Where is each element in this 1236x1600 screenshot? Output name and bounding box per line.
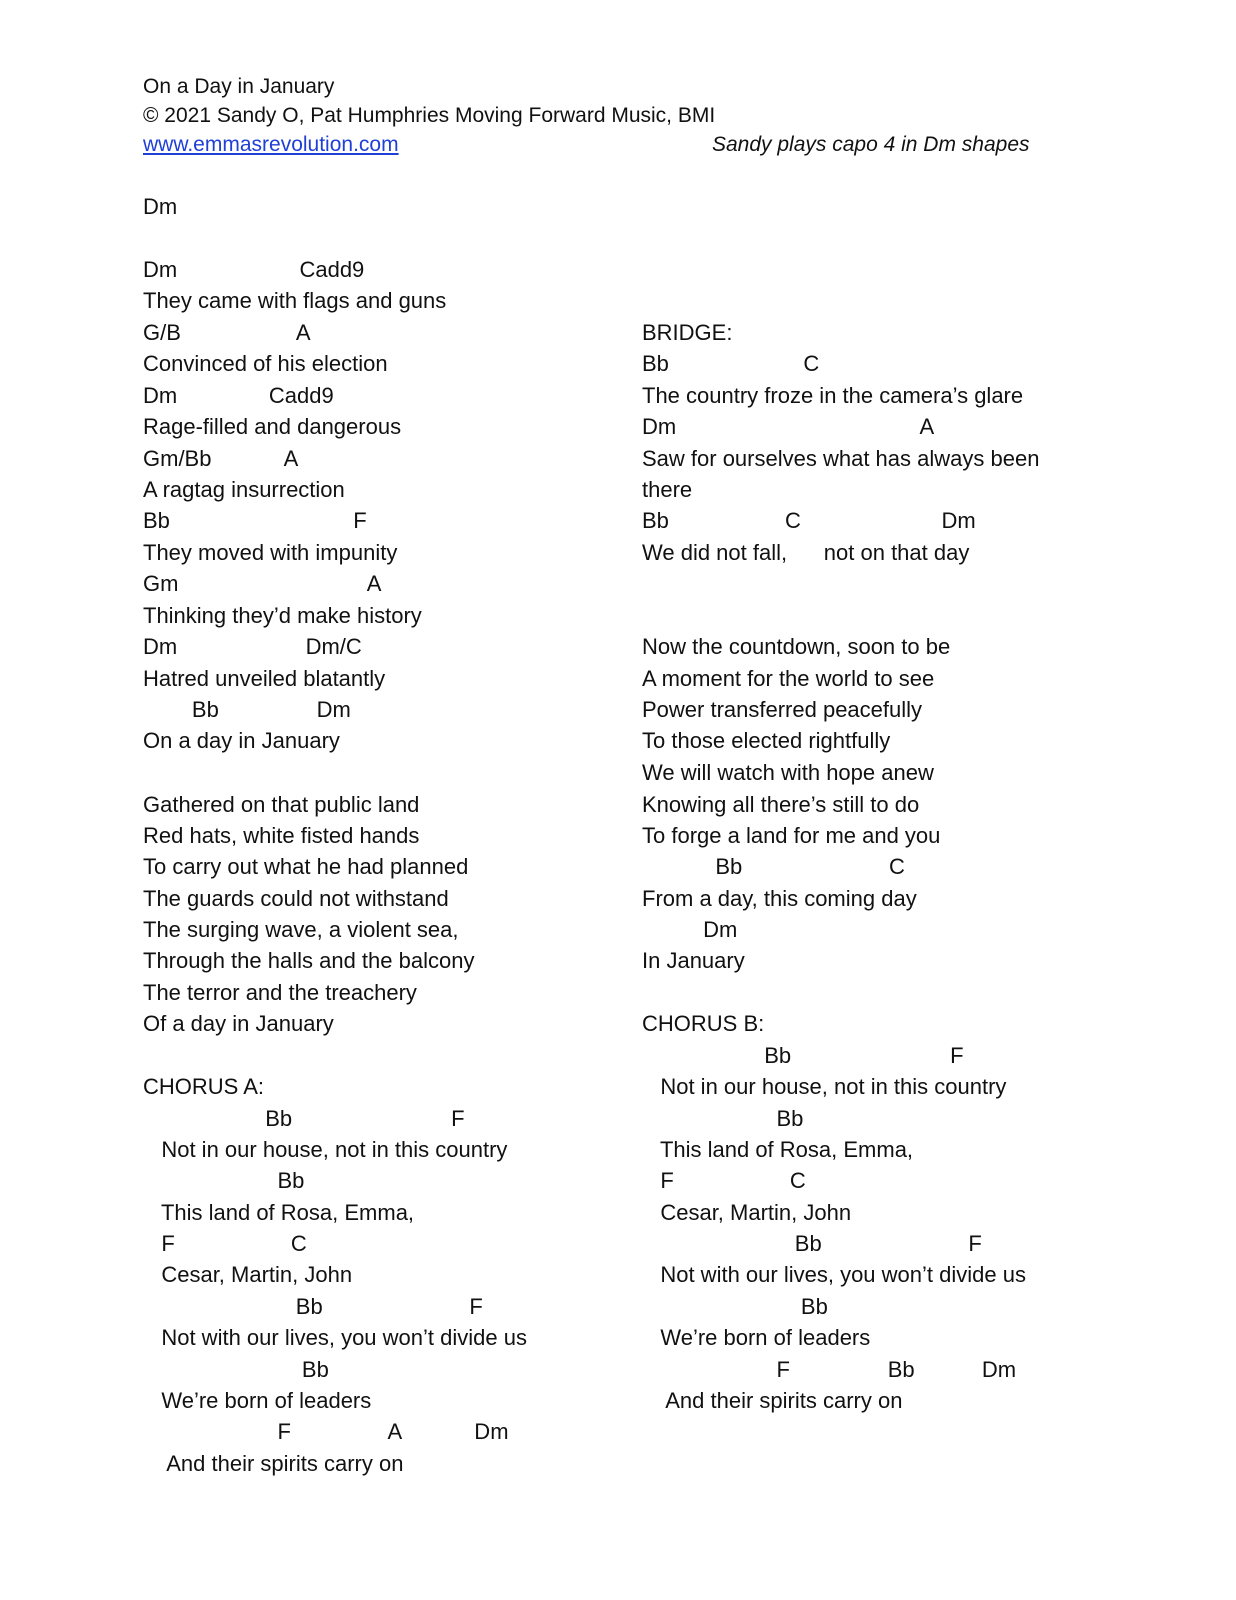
chord-line: Bb F (143, 508, 367, 533)
lyric-line: Not in our house, not in this country (143, 1137, 508, 1162)
lyric-line: We will watch with hope anew (642, 760, 934, 785)
chord-line: Gm A (143, 571, 382, 596)
lyric-line: They moved with impunity (143, 540, 398, 565)
website-link[interactable]: www.emmasrevolution.com (143, 133, 399, 156)
lyric-line: The surging wave, a violent sea, (143, 917, 459, 942)
lyric-line: We’re born of leaders (642, 1325, 871, 1350)
chord-line: F A Dm (143, 1419, 509, 1444)
chord-line: Bb C (642, 854, 905, 879)
lyric-line: This land of Rosa, Emma, (642, 1137, 914, 1162)
chord-line: Dm (642, 917, 738, 942)
lyric-line: Rage-filled and dangerous (143, 414, 402, 439)
lyric-line: Knowing all there’s still to do (642, 792, 920, 817)
lyric-line: Now the countdown, soon to be (642, 634, 951, 659)
lyric-line: And their spirits carry on (143, 1451, 404, 1476)
lyric-line: This land of Rosa, Emma, (143, 1200, 415, 1225)
lyric-line: We did not fall, not on that day (642, 540, 970, 565)
lyric-line: Convinced of his election (143, 351, 388, 376)
lyric-line: Not in our house, not in this country (642, 1074, 1007, 1099)
chord-line: Bb C (642, 351, 820, 376)
chord-line: G/B A (143, 320, 311, 345)
lyric-line: In January (642, 948, 745, 973)
lyric-line: Gathered on that public land (143, 792, 420, 817)
lyric-line: The guards could not withstand (143, 886, 449, 911)
chord-line: F C (143, 1231, 307, 1256)
lyric-line: The terror and the treachery (143, 980, 417, 1005)
chord-line: Bb F (642, 1231, 982, 1256)
chord-line: Bb F (642, 1043, 964, 1068)
chorus-b-label: CHORUS B: (642, 1011, 765, 1036)
copyright-line: © 2021 Sandy O, Pat Humphries Moving Forward Music, BMI (143, 104, 716, 127)
lyric-line: To forge a land for me and you (642, 823, 941, 848)
bridge-label: BRIDGE: (642, 320, 733, 345)
lyric-line: To those elected rightfully (642, 728, 891, 753)
lyric-line: Saw for ourselves what has always been (642, 446, 1040, 471)
song-title: On a Day in January (143, 75, 335, 98)
intro-chord: Dm (143, 194, 178, 219)
chord-line: F Bb Dm (642, 1357, 1017, 1382)
chord-line: Bb (642, 1106, 804, 1131)
lyric-line: Of a day in January (143, 1011, 334, 1036)
chord-line: F C (642, 1168, 806, 1193)
lyric-line: A ragtag insurrection (143, 477, 345, 502)
chord-line: Bb F (143, 1294, 483, 1319)
lyric-line: They came with flags and guns (143, 288, 447, 313)
lyric-line: A moment for the world to see (642, 666, 935, 691)
lyric-line: Cesar, Martin, John (143, 1262, 353, 1287)
lyric-line: there (642, 477, 693, 502)
lyric-line: Not with our lives, you won’t divide us (143, 1325, 527, 1350)
chord-line: Bb (642, 1294, 828, 1319)
chord-line: Bb (143, 1168, 305, 1193)
lyric-line: And their spirits carry on (642, 1388, 903, 1413)
lyric-line: Not with our lives, you won’t divide us (642, 1262, 1026, 1287)
chord-line: Dm A (642, 414, 935, 439)
chord-line: Dm Dm/C (143, 634, 362, 659)
lyric-line: On a day in January (143, 728, 340, 753)
lyric-line: Thinking they’d make history (143, 603, 422, 628)
lyric-line: Power transferred peacefully (642, 697, 923, 722)
chord-line: Bb (143, 1357, 329, 1382)
capo-note: Sandy plays capo 4 in Dm shapes (712, 133, 1030, 156)
lyric-line: Through the halls and the balcony (143, 948, 475, 973)
lyric-line: We’re born of leaders (143, 1388, 372, 1413)
chord-line: Bb Dm (143, 697, 351, 722)
lyric-line: From a day, this coming day (642, 886, 917, 911)
chord-line: Bb C Dm (642, 508, 976, 533)
chord-line: Dm Cadd9 (143, 383, 334, 408)
chord-line: Bb F (143, 1106, 465, 1131)
lyric-line: Hatred unveiled blatantly (143, 666, 386, 691)
chord-line: Gm/Bb A (143, 446, 299, 471)
chord-line: Dm Cadd9 (143, 257, 365, 282)
lyric-line: Cesar, Martin, John (642, 1200, 852, 1225)
lyric-line: The country froze in the camera’s glare (642, 383, 1024, 408)
lyric-line: To carry out what he had planned (143, 854, 469, 879)
chorus-a-label: CHORUS A: (143, 1074, 265, 1099)
lyric-line: Red hats, white fisted hands (143, 823, 420, 848)
